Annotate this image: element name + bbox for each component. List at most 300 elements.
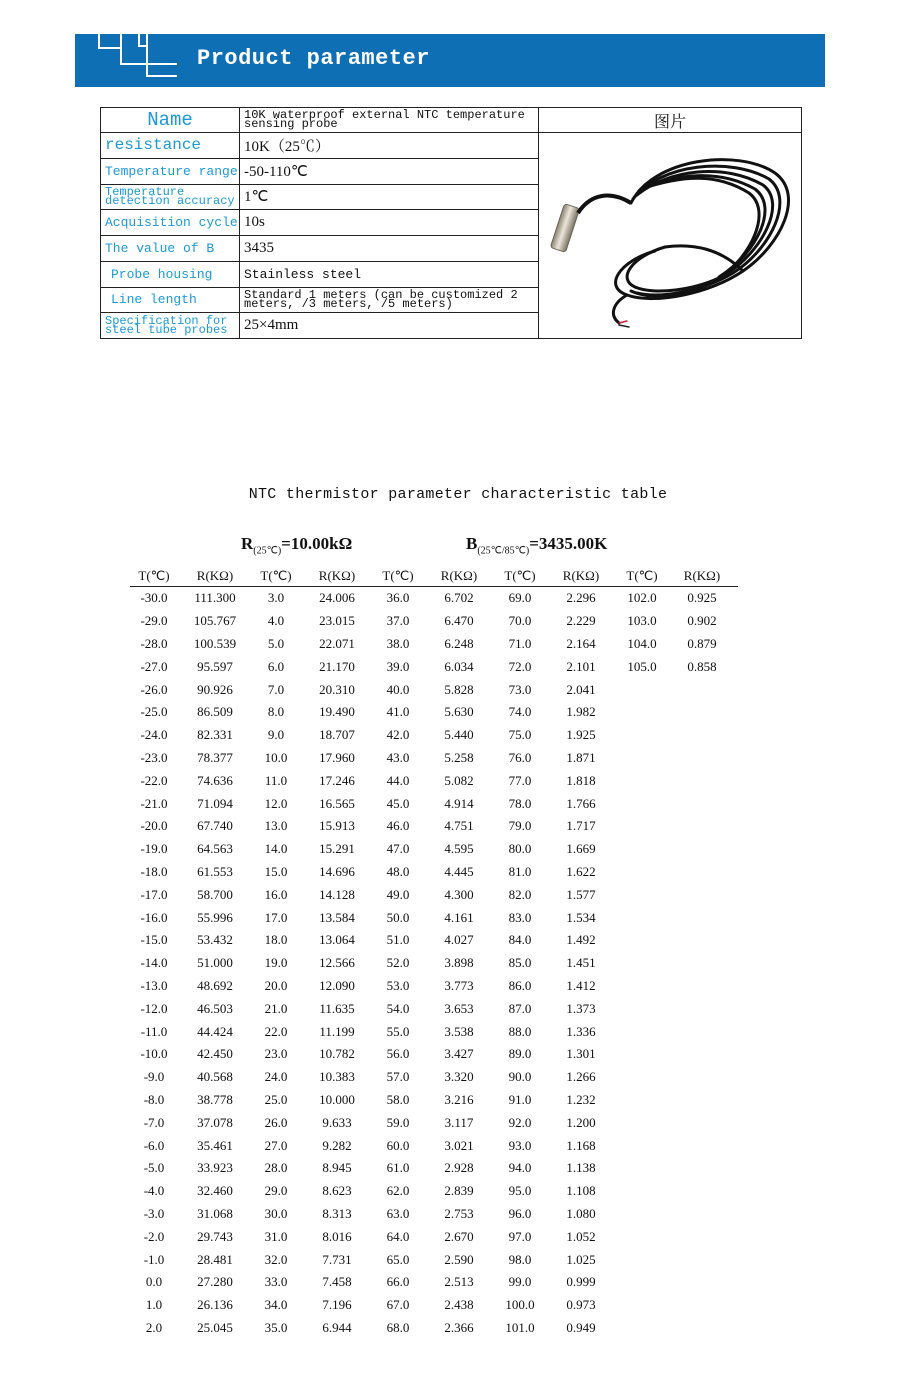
resistance-cell: 5.828 [444,681,474,697]
temperature-cell: 67.0 [386,1297,410,1313]
resistance-cell: 1.138 [566,1160,596,1176]
resistance-cell: 1.534 [566,909,596,925]
resistance-cell: 1.871 [566,749,596,765]
resistance-cell: 1.200 [566,1114,596,1130]
resistance-cell: 1.080 [566,1205,596,1221]
resistance-cell: 12.090 [319,977,355,993]
resistance-cell: 1.052 [566,1228,596,1244]
resistance-cell: 7.458 [322,1274,352,1290]
resistance-cell: 1.168 [566,1137,596,1153]
temperature-cell: 71.0 [508,635,532,651]
spec-label-b-value: The value of B [101,236,240,262]
resistance-cell: 90.926 [197,681,233,697]
temperature-cell: 87.0 [508,1000,532,1016]
temperature-cell: 20.0 [264,977,288,993]
temperature-cell: -25.0 [140,704,168,720]
resistance-cell: 2.366 [444,1319,474,1335]
resistance-cell: 26.136 [197,1297,233,1313]
temperature-cell: 41.0 [386,704,410,720]
resistance-cell: 71.094 [197,795,233,811]
temperature-cell: 9.0 [267,727,285,743]
column-header-temperature: T(℃) [618,566,666,587]
resistance-cell: 2.101 [566,658,596,674]
resistance-cell: 42.450 [197,1046,233,1062]
temperature-cell: 52.0 [386,955,410,971]
resistance-cell: 4.751 [444,818,474,834]
resistance-cell: 3.538 [444,1023,474,1039]
temperature-cell: 101.0 [505,1319,535,1335]
resistance-cell: 9.282 [322,1137,352,1153]
temperature-cell [618,769,666,792]
temperature-cell: 38.0 [386,635,410,651]
temperature-cell: 58.0 [386,1091,410,1107]
resistance-cell: 61.553 [197,863,233,879]
table-row [130,883,738,906]
resistance-cell: 4.161 [444,909,474,925]
resistance-cell: 53.432 [197,932,233,948]
resistance-cell: 32.460 [197,1183,233,1199]
resistance-cell: 13.584 [319,909,355,925]
resistance-cell [666,1271,738,1294]
resistance-cell: 44.424 [197,1023,233,1039]
resistance-cell: 95.597 [197,658,233,674]
temperature-cell: 97.0 [508,1228,532,1244]
resistance-cell [666,1294,738,1317]
spec-label-line-length: Line length [101,287,240,313]
temperature-cell: -10.0 [140,1046,168,1062]
temperature-cell [618,792,666,815]
spec-value-resistance: 10K（25℃） [240,133,539,159]
temperature-cell: -11.0 [140,1023,168,1039]
resistance-cell: 1.925 [566,727,596,743]
temperature-cell: 66.0 [386,1274,410,1290]
temperature-cell: 46.0 [386,818,410,834]
temperature-cell: 43.0 [386,749,410,765]
resistance-cell: 22.071 [319,635,355,651]
resistance-cell: 15.913 [319,818,355,834]
temperature-cell: 10.0 [264,749,288,765]
table-row [130,792,738,815]
temperature-cell: 37.0 [386,613,410,629]
resistance-cell: 2.590 [444,1251,474,1267]
spec-value-detection-accuracy: 1℃ [240,184,539,210]
temperature-cell: -8.0 [143,1091,165,1107]
temperature-cell: 81.0 [508,863,532,879]
spec-value-name: 10K waterproof external NTC temperature sensing probe [240,108,539,133]
temperature-cell: -26.0 [140,681,168,697]
table-row [130,815,738,838]
resistance-cell [666,929,738,952]
spec-label-tube-spec: Specification for steel tube probes [101,313,240,339]
resistance-cell: 17.960 [319,749,355,765]
resistance-cell: 12.566 [319,955,355,971]
probe-cable-image [543,133,802,333]
resistance-cell: 0.999 [566,1274,596,1290]
temperature-cell: 28.0 [264,1160,288,1176]
temperature-cell [618,1294,666,1317]
temperature-cell: -15.0 [140,932,168,948]
resistance-cell: 0.858 [687,658,717,674]
temperature-cell: 25.0 [264,1091,288,1107]
table-row [130,655,738,678]
column-header-resistance: R(KΩ) [666,566,738,587]
table-row [130,610,738,633]
temperature-cell: 34.0 [264,1297,288,1313]
resistance-cell: 6.248 [444,635,474,651]
spec-label-temperature-range: Temperature range [101,158,240,184]
temperature-cell [618,1271,666,1294]
resistance-cell: 27.280 [197,1274,233,1290]
resistance-cell: 1.451 [566,955,596,971]
temperature-cell: 85.0 [508,955,532,971]
b-symbol: B [466,534,478,553]
resistance-cell: 86.509 [197,704,233,720]
temperature-cell: 22.0 [264,1023,288,1039]
temperature-cell: 3.0 [267,590,285,606]
temperature-cell: 27.0 [264,1137,288,1153]
resistance-cell: 10.383 [319,1069,355,1085]
temperature-cell: 60.0 [386,1137,410,1153]
temperature-cell: 64.0 [386,1228,410,1244]
resistance-cell [666,1248,738,1271]
resistance-cell: 2.928 [444,1160,474,1176]
temperature-cell [618,952,666,975]
temperature-cell: 16.0 [264,886,288,902]
temperature-cell: 36.0 [386,590,410,606]
temperature-cell: 31.0 [264,1228,288,1244]
resistance-cell: 105.767 [193,613,237,629]
temperature-cell: 4.0 [267,613,285,629]
resistance-cell: 8.016 [322,1228,352,1244]
temperature-cell: -19.0 [140,841,168,857]
resistance-cell [666,815,738,838]
temperature-cell: -24.0 [140,727,168,743]
resistance-cell: 2.438 [444,1297,474,1313]
temperature-cell [618,975,666,998]
resistance-cell: 13.064 [319,932,355,948]
temperature-cell: -17.0 [140,886,168,902]
resistance-cell [666,678,738,701]
resistance-cell: 3.216 [444,1091,474,1107]
b-value: =3435.00K [529,534,608,553]
resistance-cell: 1.577 [566,886,596,902]
resistance-cell: 33.923 [197,1160,233,1176]
resistance-cell: 5.630 [444,704,474,720]
temperature-cell: -1.0 [143,1251,165,1267]
temperature-cell [618,1043,666,1066]
resistance-cell: 46.503 [197,1000,233,1016]
resistance-cell: 3.117 [444,1114,474,1130]
temperature-cell: -14.0 [140,955,168,971]
resistance-cell: 3.898 [444,955,474,971]
resistance-cell [666,1111,738,1134]
resistance-cell: 4.595 [444,841,474,857]
temperature-cell: 17.0 [264,909,288,925]
table-row [130,861,738,884]
resistance-cell: 3.320 [444,1069,474,1085]
temperature-cell: 59.0 [386,1114,410,1130]
temperature-cell: 54.0 [386,1000,410,1016]
temperature-cell: 104.0 [627,635,657,651]
resistance-cell [666,769,738,792]
resistance-cell: 17.246 [319,772,355,788]
temperature-cell [618,861,666,884]
resistance-cell: 1.266 [566,1069,596,1085]
temperature-cell: 74.0 [508,704,532,720]
temperature-cell: 1.0 [145,1297,163,1313]
temperature-cell: 68.0 [386,1319,410,1335]
resistance-cell: 5.082 [444,772,474,788]
resistance-cell: 38.778 [197,1091,233,1107]
table-row [130,1180,738,1203]
resistance-cell: 2.839 [444,1183,474,1199]
temperature-cell [618,1157,666,1180]
resistance-cell [666,975,738,998]
temperature-cell: 11.0 [264,772,288,788]
resistance-cell: 67.740 [197,818,233,834]
temperature-cell [618,1225,666,1248]
temperature-cell: 45.0 [386,795,410,811]
resistance-cell: 78.377 [197,749,233,765]
table-row [130,1225,738,1248]
resistance-cell: 100.539 [193,635,237,651]
resistance-cell [666,1043,738,1066]
temperature-cell: 77.0 [508,772,532,788]
temperature-cell: -7.0 [143,1114,165,1130]
temperature-cell: 40.0 [386,681,410,697]
resistance-cell: 7.196 [322,1297,352,1313]
resistance-cell: 5.440 [444,727,474,743]
temperature-cell: 99.0 [508,1274,532,1290]
resistance-cell: 1.412 [566,977,596,993]
temperature-cell: 30.0 [264,1205,288,1221]
table-row [130,747,738,770]
resistance-cell: 25.045 [197,1319,233,1335]
spec-label-detection-accuracy: Temperature detection accuracy [101,184,240,210]
resistance-cell: 11.199 [319,1023,355,1039]
resistance-cell: 1.301 [566,1046,596,1062]
resistance-cell: 1.982 [566,704,596,720]
temperature-cell: 100.0 [505,1297,535,1313]
temperature-cell: 14.0 [264,841,288,857]
temperature-cell: -22.0 [140,772,168,788]
resistance-cell: 6.470 [444,613,474,629]
temperature-cell: 103.0 [627,613,657,629]
column-header-temperature: T(℃) [374,566,422,587]
temperature-cell: 21.0 [264,1000,288,1016]
table-row [130,1066,738,1089]
temperature-cell: -9.0 [143,1069,165,1085]
table-row [130,633,738,656]
resistance-cell: 4.027 [444,932,474,948]
resistance-cell: 0.925 [687,590,717,606]
temperature-cell: 94.0 [508,1160,532,1176]
temperature-cell: -30.0 [140,590,168,606]
resistance-cell: 4.914 [444,795,474,811]
table-row [130,997,738,1020]
resistance-cell [666,861,738,884]
table-row [130,1203,738,1226]
temperature-cell [618,929,666,952]
temperature-cell: 47.0 [386,841,410,857]
temperature-cell [618,1317,666,1340]
temperature-cell: 50.0 [386,909,410,925]
temperature-cell [618,997,666,1020]
temperature-cell [618,1180,666,1203]
temperature-cell: 53.0 [386,977,410,993]
temperature-cell: 6.0 [267,658,285,674]
table-row [130,1248,738,1271]
product-image-cell [539,133,802,339]
resistance-cell: 0.973 [566,1297,596,1313]
resistance-cell [666,906,738,929]
spec-value-b-value: 3435 [240,236,539,262]
table-row [130,1271,738,1294]
resistance-cell: 40.568 [197,1069,233,1085]
temperature-cell: 105.0 [627,658,657,674]
resistance-cell: 6.702 [444,590,474,606]
temperature-cell: 61.0 [386,1160,410,1176]
temperature-cell: 80.0 [508,841,532,857]
b-formula [466,534,607,556]
resistance-cell: 19.490 [319,704,355,720]
temperature-cell: 5.0 [267,635,285,651]
temperature-cell: 32.0 [264,1251,288,1267]
table-row [130,929,738,952]
resistance-cell [666,1020,738,1043]
product-spec-table [100,107,802,339]
temperature-cell: 63.0 [386,1205,410,1221]
resistance-cell: 15.291 [319,841,355,857]
temperature-cell [618,1111,666,1134]
temperature-cell [618,906,666,929]
temperature-cell: 95.0 [508,1183,532,1199]
resistance-cell: 3.427 [444,1046,474,1062]
r-value: =10.00kΩ [281,534,353,553]
temperature-cell: 88.0 [508,1023,532,1039]
temperature-cell: 56.0 [386,1046,410,1062]
temperature-cell: -29.0 [140,613,168,629]
temperature-cell: 98.0 [508,1251,532,1267]
temperature-cell: -28.0 [140,635,168,651]
temperature-cell: 39.0 [386,658,410,674]
resistance-cell: 64.563 [197,841,233,857]
ntc-table-title: NTC thermistor parameter characteristic table [248,486,668,503]
temperature-cell: 49.0 [386,886,410,902]
resistance-cell: 16.565 [319,795,355,811]
resistance-cell [666,1225,738,1248]
resistance-cell: 4.445 [444,863,474,879]
temperature-cell: 42.0 [386,727,410,743]
temperature-cell: 91.0 [508,1091,532,1107]
temperature-cell: 76.0 [508,749,532,765]
spec-value-temperature-range: -50-110℃ [240,158,539,184]
temperature-cell: 26.0 [264,1114,288,1130]
table-row [130,975,738,998]
temperature-cell [618,883,666,906]
column-header-temperature: T(℃) [130,566,178,587]
resistance-cell: 0.902 [687,613,717,629]
resistance-cell: 4.300 [444,886,474,902]
temperature-cell: 51.0 [386,932,410,948]
resistance-cell: 14.128 [319,886,355,902]
table-row [130,1157,738,1180]
resistance-cell: 29.743 [197,1228,233,1244]
resistance-cell: 2.229 [566,613,596,629]
temperature-cell: 82.0 [508,886,532,902]
spec-label-name: Name [101,108,240,133]
resistance-cell [666,792,738,815]
resistance-cell: 2.041 [566,681,596,697]
temperature-cell: 83.0 [508,909,532,925]
temperature-cell: 79.0 [508,818,532,834]
resistance-cell: 1.622 [566,863,596,879]
temperature-cell: 12.0 [264,795,288,811]
temperature-cell: 48.0 [386,863,410,879]
resistance-cell: 8.945 [322,1160,352,1176]
resistance-cell: 31.068 [197,1205,233,1221]
table-row [130,1089,738,1112]
column-header-resistance: R(KΩ) [178,566,252,587]
resistance-cell: 1.232 [566,1091,596,1107]
table-row [130,838,738,861]
temperature-cell [618,815,666,838]
temperature-cell: 62.0 [386,1183,410,1199]
column-header-resistance: R(KΩ) [300,566,374,587]
resistance-cell: 48.692 [197,977,233,993]
temperature-cell: 70.0 [508,613,532,629]
resistance-cell: 1.025 [566,1251,596,1267]
temperature-cell: -12.0 [140,1000,168,1016]
temperature-cell: 15.0 [264,863,288,879]
picture-header: 图片 [539,108,802,133]
resistance-cell: 23.015 [319,613,355,629]
resistance-cell: 3.653 [444,1000,474,1016]
resistance-cell: 3.773 [444,977,474,993]
resistance-cell: 14.696 [319,863,355,879]
resistance-cell [666,997,738,1020]
resistance-cell: 1.336 [566,1023,596,1039]
temperature-cell: 65.0 [386,1251,410,1267]
resistance-cell: 6.034 [444,658,474,674]
table-row [130,1043,738,1066]
resistance-cell: 1.766 [566,795,596,811]
temperature-cell [618,1066,666,1089]
temperature-cell: -13.0 [140,977,168,993]
rt-characteristic-table [130,566,738,1339]
resistance-cell [666,1317,738,1340]
table-row [130,587,738,610]
temperature-cell: 2.0 [145,1319,163,1335]
resistance-cell: 2.296 [566,590,596,606]
column-header-temperature: T(℃) [252,566,300,587]
resistance-cell: 0.879 [687,635,717,651]
temperature-cell [618,1134,666,1157]
resistance-cell: 18.707 [319,727,355,743]
resistance-cell [666,1134,738,1157]
temperature-cell: 89.0 [508,1046,532,1062]
resistance-cell: 1.108 [566,1183,596,1199]
spec-label-probe-housing: Probe housing [101,261,240,287]
temperature-cell: -2.0 [143,1228,165,1244]
spec-label-acquisition-cycle: Acquisition cycle [101,210,240,236]
column-header-resistance: R(KΩ) [544,566,618,587]
resistance-cell: 58.700 [197,886,233,902]
temperature-cell: 24.0 [264,1069,288,1085]
window-squares-icon [97,34,177,79]
resistance-cell [666,1180,738,1203]
resistance-cell: 2.164 [566,635,596,651]
